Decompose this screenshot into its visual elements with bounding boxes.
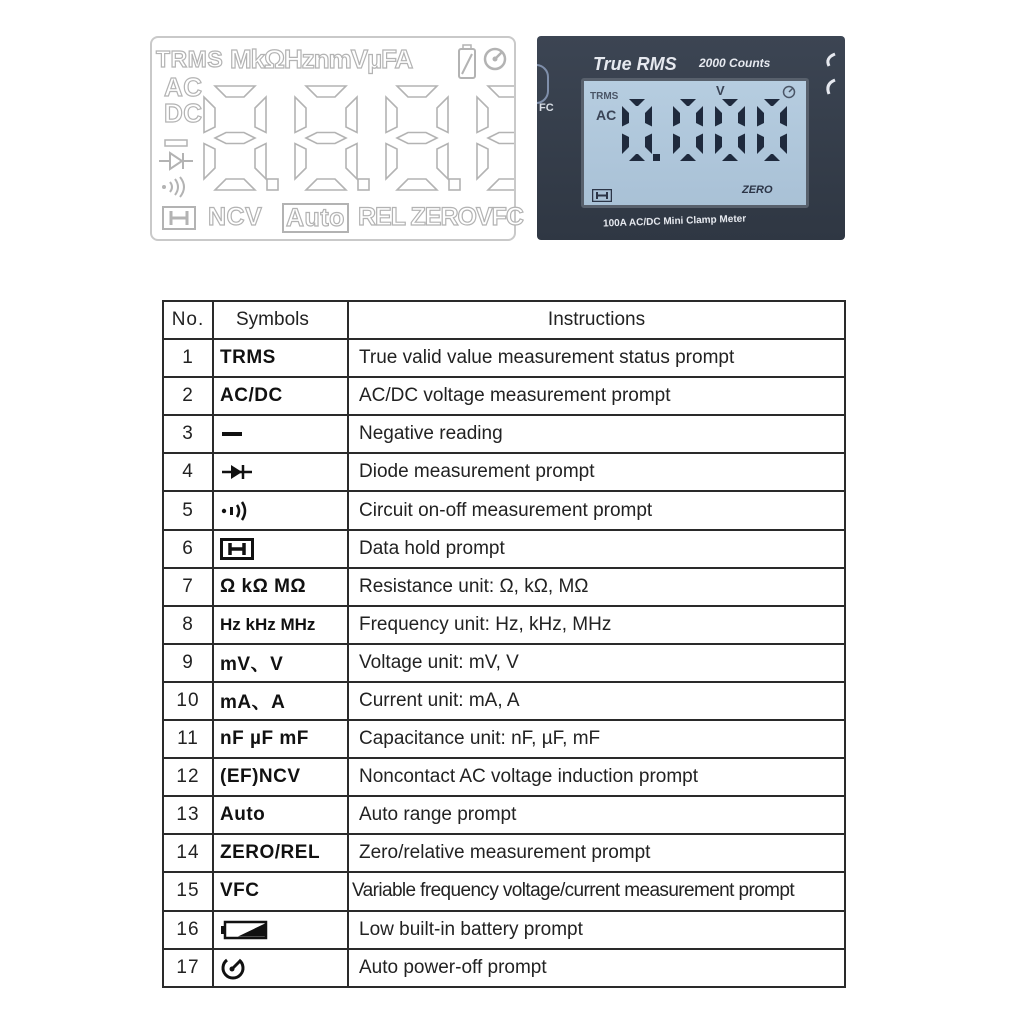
symbol-cell [213,911,348,949]
instruction-text: Zero/relative measurement prompt [348,834,845,872]
meter-knob [537,64,549,104]
table-row [163,796,845,834]
lcd-trms-label: TRMS [156,46,224,72]
decimal-point [449,179,460,190]
screen-unit-label: V [716,83,725,98]
instruction-text: Diode measurement prompt [348,453,845,491]
row-number: 4 [163,453,213,491]
instruction-text: Circuit on-off measurement prompt [348,491,845,529]
lcd-ac-label: AC [164,72,203,102]
continuity-beep-icon [220,501,347,521]
negative-sign-icon [220,429,347,439]
table-row [163,453,845,491]
decimal-point [267,179,278,190]
seven-segment-digit [757,99,787,161]
symbol-text: mA、A [213,682,348,720]
row-number: 7 [163,568,213,606]
symbol-text: VFC [213,872,348,910]
table-row [163,530,845,568]
seven-segment-digit [204,86,266,190]
meter-display-photo [537,36,845,240]
decimal-point [358,179,369,190]
meter-side-marks-icon [821,50,839,100]
auto-power-off-icon [220,955,347,981]
instruction-text: Variable frequency voltage/current measurement prompt [348,872,845,910]
seven-segment-digit [715,99,745,161]
row-number: 15 [163,872,213,910]
symbol-cell [213,453,348,491]
screen-reading-display [618,95,804,183]
symbol-cell [213,415,348,453]
table-row [163,949,845,987]
symbol-cell [213,530,348,568]
table-row [163,644,845,682]
row-number: 10 [163,682,213,720]
lcd-auto-label: Auto [282,203,349,233]
instruction-text: Noncontact AC voltage induction prompt [348,758,845,796]
instruction-text: Negative reading [348,415,845,453]
lcd-rel-zero-vfc-label: REL ZEROVFC [358,203,523,231]
seven-segment-digit [295,86,357,190]
symbol-text: Auto [213,796,348,834]
table-row [163,568,845,606]
seven-segment-digit [386,86,448,190]
table-row [163,872,845,910]
screen-ac-label: AC [596,107,617,123]
header-instructions: Instructions [348,301,845,339]
table-row [163,339,845,377]
row-number: 14 [163,834,213,872]
meter-counts-label: 2000 Counts [699,56,771,70]
instruction-text: Auto range prompt [348,796,845,834]
instruction-text: Frequency unit: Hz, kHz, MHz [348,606,845,644]
header-symbols: Symbols [213,301,348,339]
row-number: 1 [163,339,213,377]
symbol-text: ZERO/REL [213,834,348,872]
table-row [163,758,845,796]
diode-icon [220,463,347,481]
low-battery-icon [220,920,347,940]
table-row [163,377,845,415]
screen-zero-label: ZERO [742,184,773,196]
continuity-beep-icon [160,176,190,198]
meter-true-rms-label: True RMS [593,54,677,74]
header-no: No. [163,301,213,339]
instruction-text: Auto power-off prompt [348,949,845,987]
seven-segment-digit [622,99,652,161]
diode-icon [158,150,194,172]
row-number: 16 [163,911,213,949]
data-hold-icon [220,538,347,560]
negative-sign-icon [164,138,188,148]
meter-lcd-screen [581,78,809,208]
meter-fc-label: FC [539,102,554,114]
instruction-text: Capacitance unit: nF, µF, mF [348,720,845,758]
table-row [163,834,845,872]
instruction-text: Resistance unit: Ω, kΩ, MΩ [348,568,845,606]
table-header-row [163,301,845,339]
row-number: 11 [163,720,213,758]
symbols-table [162,300,846,988]
symbol-text: nF µF mF [213,720,348,758]
instruction-text: AC/DC voltage measurement prompt [348,377,845,415]
symbol-text: Ω kΩ MΩ [213,568,348,606]
row-number: 6 [163,530,213,568]
screen-trms-label: TRMS [590,91,619,102]
table-row [163,911,845,949]
lcd-ncv-label: NCV [208,203,263,231]
instruction-text: Current unit: mA, A [348,682,845,720]
table-row [163,415,845,453]
symbol-text: mV、V [213,644,348,682]
row-number: 13 [163,796,213,834]
symbol-cell [213,949,348,987]
seven-segment-digit [673,99,703,161]
lcd-digit-display [198,82,514,194]
symbol-text: AC/DC [213,377,348,415]
symbol-text: (EF)NCV [213,758,348,796]
symbol-text: TRMS [213,339,348,377]
lcd-segment-diagram [150,36,523,241]
row-number: 5 [163,491,213,529]
data-hold-icon [162,206,196,230]
instruction-text: True valid value measurement status prompt [348,339,845,377]
instruction-text: Low built-in battery prompt [348,911,845,949]
row-number: 12 [163,758,213,796]
row-number: 8 [163,606,213,644]
instruction-text: Voltage unit: mV, V [348,644,845,682]
table-row [163,491,845,529]
table-body [163,339,845,987]
row-number: 3 [163,415,213,453]
decimal-point [653,154,660,161]
seven-segment-digit [477,86,514,190]
table-row [163,720,845,758]
symbol-text: Hz kHz MHz [213,606,348,644]
battery-icon [457,44,477,80]
auto-power-off-icon [482,46,508,72]
lcd-dc-label: DC [164,98,203,128]
symbol-cell [213,491,348,529]
meter-caption: 100A AC/DC Mini Clamp Meter [602,213,747,230]
row-number: 17 [163,949,213,987]
screen-data-hold-icon [592,189,612,202]
lcd-units-label: MkΩHznmVµFA [230,44,413,74]
row-number: 2 [163,377,213,415]
table-row [163,682,845,720]
table-row [163,606,845,644]
row-number: 9 [163,644,213,682]
instruction-text: Data hold prompt [348,530,845,568]
